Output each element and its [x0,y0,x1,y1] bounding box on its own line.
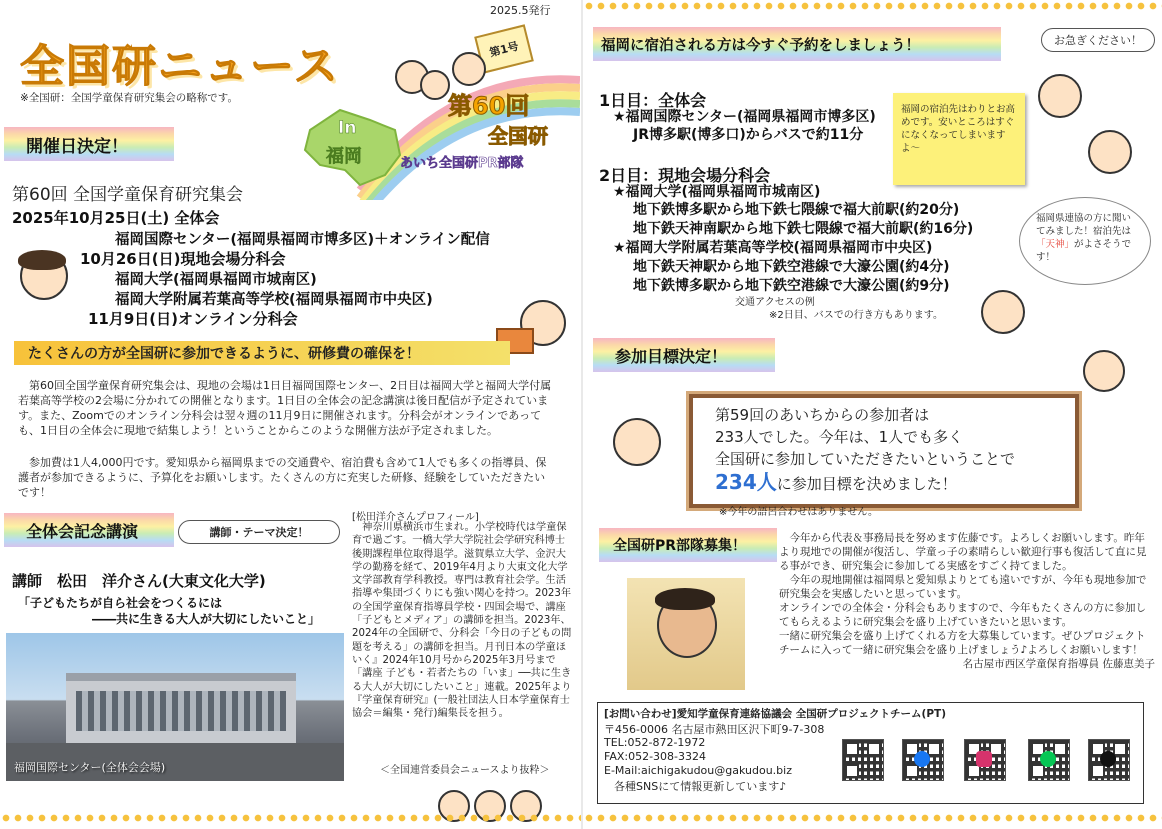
masthead-title: 全国研ニュース [20,41,340,92]
goal-board [689,394,1079,508]
profile-source: ＜全国連営委員会ニュースより抜粋＞ [380,765,550,776]
day1-access: JR博多駅(博多口)からバスで約11分 [633,127,864,143]
lecture-tag: 講師・テーマ決定！ [178,520,340,544]
speaker-name: 講師 松田 洋介さん(大東文化大学) [12,572,266,590]
map-in-label: In [338,118,357,138]
boy-illustration [981,290,1025,334]
right-page [581,0,1162,829]
sticky-note: 福岡の宿泊先はわりとお高めです。安いところはすぐになくなってしまいますよ〜 [893,93,1025,185]
goal-line [715,470,957,496]
schedule-line: 2025年10月25日(土) 全体会 [12,209,220,227]
dotted-border [0,812,581,826]
pr-text [779,531,1155,671]
intro-paragraph: 第60回全国学童保育研究集会は、現地の会場は1日目福岡国際センター、2日目は福岡大学と福岡大学付属若葉高等学校の2会場に分かれての開催となります。1日目の全体会の記念講演は後日配信が予定されています。また、Zoomでのオンライン分科会は翌々週の11月9日に開催されます。分科会がオンラインであっても、1日目の全体会に現地で結集しよう！ということからこのような開催方法が予定されました。 [18,379,552,437]
masthead-note: ※全国研：全国学童保育研究集会の略称です。 [20,92,238,104]
day2-venue: ★福岡大学(福岡県福岡市城南区) [613,184,821,200]
day2-access: 地下鉄天神駅から地下鉄空港線で大濠公園(約4分) [633,259,950,275]
dotted-border [583,0,1162,14]
cost-band: たくさんの方が全国研に参加できるように、研修費の確保を！ [14,341,510,365]
girl-hair [18,250,66,270]
bubble-highlight: 「天神」 [1036,239,1075,250]
fee-paragraph: 参加費は1人4,000円です。愛知県から福岡県までの交通費や、宿泊費も含めて1人でも多くの指導員、保護者が参加できるように、予算化をお願いします。たくさんの方に充実した研修、経験をしていただきたいです！ [18,456,547,499]
goal-line: 第59回のあいちからの参加者は [715,406,930,424]
contact-sns: 各種SNSにて情報更新しています♪ [614,780,787,793]
pr-band: 全国研PR部隊募集！ [599,528,777,562]
day2-access: 地下鉄博多駅から地下鉄空港線で大濠公園(約9分) [633,278,950,294]
banner-pr-team: あいち全国研PR部隊 [400,156,524,171]
day2-venue: ★福岡大学附属若葉高等学校(福岡県福岡市中央区) [613,240,933,256]
day2-heading: 2日目：現地会場分科会 [599,166,771,185]
photo-caption: 福岡国際センター(全体会会場) [14,761,166,774]
day1-venue: ★福岡国際センター(福岡県福岡市博多区) [613,109,876,125]
contact-address: 〒456-0006 名古屋市熱田区沢下町9-7-308 [604,723,825,736]
contact-fax: FAX:052-308-3324 [604,750,707,763]
venue-photo [6,633,344,781]
boy-illustration [613,418,661,466]
dotted-border [583,812,1162,826]
speech-bubble [1019,197,1151,285]
goal-number: 234人 [715,470,777,494]
map-place-label: 福岡 [326,146,362,167]
schedule-band: 開催日決定！ [4,127,174,161]
qr-instagram[interactable] [964,739,1006,781]
hotel-band: 福岡に宿泊される方は今すぐ予約をしましょう！ [593,27,1001,61]
access-note: 交通アクセスの例 [735,297,815,308]
contact-tel: TEL:052-872-1972 [604,736,706,749]
kid-illustration [1088,130,1132,174]
speaker-profile: 神奈川県横浜市生まれ。小学校時代は学童保育で過ごす。一橋大学大学院社会学研究科博士後期課程単位取得退学。滋賀県立大学、金沢大学の勤務を経て、2019年4月より大東文化大学文学部教育学科教授。専門は教育社会学。生活指導や集団づくりにも強い関心を持つ。2023年の全国学童保育指導員学校・四国会場で、講座「子どもとメディア」の講師を担当。2023年、2024年の全国研で、分科会「今日の子どもの問題を考える」の講師を担当。月刊日本の学童ほいく』2024年10月号から2025年3月号まで「講座 子ども・若者たちの「いま」──共に生きる大人が大切にしたいこと」連載。2025年より『学童保育研究』(一般社団法人日本学童保育士協会＝編集・発行)編集長を担う。 [352,522,572,720]
goal-text: に参加目標を決めました！ [776,475,957,493]
goal-line: 233人でした。今年は、1人でも多く [715,428,964,446]
bubble-text: がよさそうです！ [1036,239,1132,263]
issue-date: 2025.5発行 [490,4,551,17]
qr-hp[interactable] [842,739,884,781]
goal-note: ※今年の語呂合わせはありません。 [719,507,878,518]
contact-title: [お問い合わせ]愛知学童保育連絡協議会 全国研プロジェクトチーム(PT) [604,708,946,720]
event-title: 第60回 全国学童保育研究集会 [12,185,244,205]
qr-x[interactable] [1088,739,1130,781]
pr-paragraph: オンラインでの全体会・分科会もありますので、今年もたくさんの方に参加してもらえるように研究集会を盛り上げていきたいと思います。 [779,602,1146,628]
contact-box [597,702,1144,804]
kid-illustration [1083,350,1125,392]
banner-zenkokuken: 全国研 [488,124,548,148]
pr-signature: 名古屋市西区学童保育指導員 佐藤恵美子 [962,658,1155,670]
pr-paragraph: 一緒に研究集会を盛り上げてくれる方を大募集しています。ぜひプロジェクトチームに入って一緒に研究集会を盛り上げましょう♪よろしくお願いします！ [779,630,1146,656]
contact-email[interactable]: E-Mail:aichigakudou@gakudou.biz [604,764,792,777]
lecture-subtheme: ――共に生きる大人が大切にしたいこと」 [92,612,321,626]
goal-line: 全国研に参加していただきたいということで [715,450,1016,468]
schedule-line: 福岡国際センター(福岡県福岡市博多区)＋オンライン配信 [115,232,490,248]
goal-band: 参加目標決定！ [593,338,775,372]
pr-paragraph: 今年の現地開催は福岡県と愛知県よりとても遠いですが、今年も現地参加で研究集会を実感したいと思っています。 [779,574,1147,600]
bubble-text: 福岡県連協の方に聞いてみました！宿泊先は [1036,213,1132,237]
hurry-tag: お急ぎください！ [1041,28,1155,52]
day2-access: 地下鉄博多駅から地下鉄七隈線で福大前駅(約20分) [633,202,960,218]
qr-facebook[interactable] [902,739,944,781]
access-note: ※2日目、バスでの行き方もあります。 [769,310,943,321]
day1-heading: 1日目：全体会 [599,91,707,110]
issue-sign: 第1号 [474,24,534,73]
kid-illustration [1038,74,1082,118]
lecture-band: 全体会記念講演 [4,513,174,547]
day2-access: 地下鉄天神南駅から地下鉄七隈線で福大前駅(約16分) [633,221,974,237]
pr-paragraph: 今年から代表＆事務局長を努めます佐藤です。よろしくお願いします。昨年より現地での開催が復活し、学童っ子の素晴らしい歓迎行事も復活して直に見る事ができ、研究集会に参加してる実感をすごく持てました。 [779,532,1147,572]
profile-title: [松田洋介さんプロフィール] [352,512,479,523]
schedule-line: 福岡大学(福岡県福岡市城南区) [115,272,317,288]
lecture-theme: 「子どもたちが自ら社会をつくるには [18,596,223,610]
qr-line[interactable] [1028,739,1070,781]
schedule-line: 福岡大学附属若葉高等学校(福岡県福岡市中央区) [115,292,433,308]
schedule-line: 10月26日(日)現地会場分科会 [80,250,286,268]
banner-60th: 第60回 [448,92,530,120]
schedule-line: 11月9日(日)オンライン分科会 [88,310,298,328]
sato-photo [627,578,745,690]
